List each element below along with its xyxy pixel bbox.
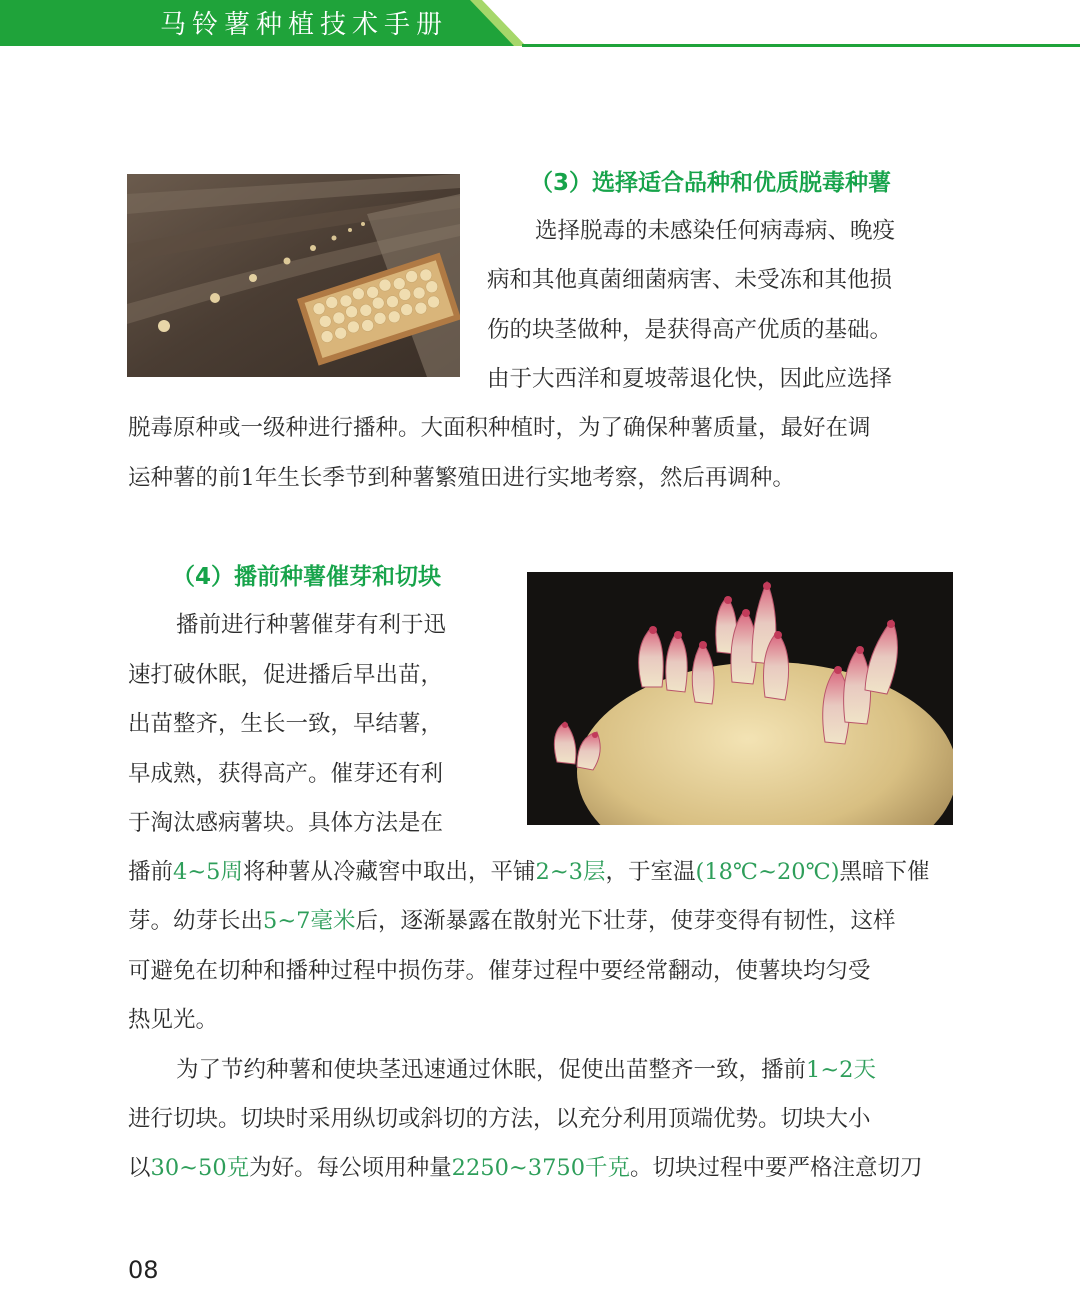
paragraph-line: 由于大西洋和夏坡蒂退化快，因此应选择 [487, 366, 893, 392]
paragraph-line: 病和其他真菌细菌病害、未受冻和其他损 [487, 267, 893, 293]
paragraph-line: 运种薯的前1年生长季节到种薯繁殖田进行实地考察，然后再调种。 [128, 465, 795, 491]
highlight-value: 2~3层 [535, 859, 606, 885]
highlight-value: 30~50克 [150, 1155, 250, 1181]
paragraph-line: 于淘汰感病薯块。具体方法是在 [128, 810, 444, 836]
text-segment: 。切块过程中要严格注意切刀 [630, 1155, 923, 1181]
text-segment: 以 [128, 1155, 151, 1181]
highlight-value: (18℃~20℃) [695, 859, 840, 885]
highlight-value: 4~5周 [173, 859, 243, 885]
text-segment: 后，逐渐暴露在散射光下壮芽，使芽变得有韧性，这样 [355, 908, 896, 934]
paragraph-line: 出苗整齐，生长一致，早结薯， [128, 711, 444, 737]
section-3-heading: （3）选择适合品种和优质脱毒种薯 [530, 170, 892, 196]
paragraph-line [128, 857, 930, 887]
header-title: 马铃薯种植技术手册 [160, 10, 449, 40]
sprouting-potato-photo [527, 572, 953, 825]
paragraph-line: 选择脱毒的未感染任何病毒病、晚疫 [535, 218, 896, 244]
text-segment: 播前 [128, 859, 174, 885]
paragraph-line: 早成熟，获得高产。催芽还有利 [128, 761, 444, 787]
paragraph-line: 伤的块茎做种，是获得高产优质的基础。 [487, 317, 893, 343]
text-segment: 为了节约种薯和使块茎迅速通过休眠，促使出苗整齐一致，播前 [176, 1057, 807, 1083]
highlight-value: 2250~3750千克 [451, 1155, 631, 1181]
paragraph-line: 播前进行种薯催芽有利于迅 [176, 612, 447, 638]
highlight-value: 5~7毫米 [263, 908, 356, 934]
text-segment: 将种薯从冷藏窖中取出，平铺 [243, 859, 536, 885]
paragraph-line [176, 1055, 876, 1085]
text-segment: 芽。幼芽长出 [128, 908, 264, 934]
paragraph-line [128, 906, 896, 936]
paragraph-line [128, 1153, 923, 1183]
paragraph-line: 进行切块。切块时采用纵切或斜切的方法，以充分利用顶端优势。切块大小 [128, 1106, 871, 1132]
paragraph-line: 热见光。 [128, 1007, 219, 1033]
text-segment: ，于室温 [605, 859, 696, 885]
section-4-heading: （4）播前种薯催芽和切块 [172, 564, 442, 590]
paragraph-line: 速打破休眠，促进播后早出苗， [128, 662, 444, 688]
paragraph-line: 脱毒原种或一级种进行播种。大面积种植时，为了确保种薯质量，最好在调 [128, 415, 871, 441]
text-segment: 为好。每公顷用种量 [249, 1155, 452, 1181]
page-number: 08 [128, 1256, 159, 1284]
highlight-value: 1~2天 [806, 1057, 876, 1083]
planting-field-photo [127, 174, 460, 377]
text-segment: 黑暗下催 [839, 859, 930, 885]
paragraph-line: 可避免在切种和播种过程中损伤芽。催芽过程中要经常翻动，使薯块均匀受 [128, 958, 871, 984]
